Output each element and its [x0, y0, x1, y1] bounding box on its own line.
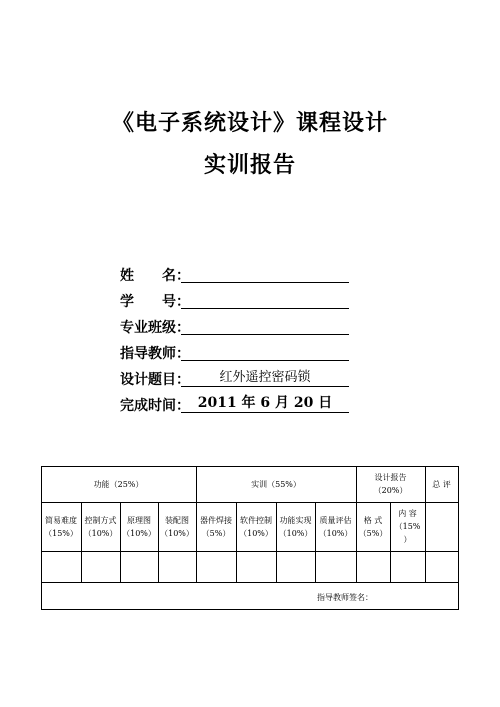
item-weight: （10%） — [318, 528, 353, 538]
item-weight-tail: ） — [403, 535, 412, 544]
item-name: 功能实现 — [279, 515, 312, 525]
function-group-header: 功能（25%） — [93, 479, 144, 489]
item-header — [276, 502, 315, 551]
item-header — [120, 502, 158, 551]
class-label: 专业班级： — [120, 320, 190, 336]
item-name: 简易难度 — [45, 515, 77, 525]
teacher-field — [181, 343, 349, 361]
item-weight: （10%） — [160, 528, 194, 538]
item-header — [196, 502, 236, 551]
signature-label: 指导教师签名： — [317, 592, 373, 602]
item-header — [81, 502, 120, 551]
name-label: 姓 名： — [120, 268, 190, 284]
report-title: 《电子系统设计》课程设计 — [111, 110, 388, 136]
item-weight: （5%） — [358, 528, 388, 538]
item-weight: （10%） — [122, 528, 156, 538]
item-header — [356, 502, 390, 551]
training-group-header: 实训（55%） — [251, 479, 301, 489]
item-name: 控制方式 — [84, 515, 117, 525]
item-header — [158, 502, 196, 551]
date-field: 2011 年 6 月 20 日 — [181, 395, 349, 413]
student-id-label: 学 号： — [120, 294, 190, 310]
item-header — [236, 502, 276, 551]
item-name: 软件控制 — [240, 515, 272, 525]
item-name: 器件焊接 — [200, 515, 232, 525]
item-weight: （10%） — [83, 528, 118, 538]
item-header — [41, 502, 81, 551]
item-header — [315, 502, 356, 551]
report-subtitle: 实训报告 — [203, 152, 296, 178]
report-group-weight: （20%） — [373, 486, 408, 495]
class-field — [181, 317, 349, 335]
item-header — [390, 502, 425, 551]
item-name: 格 式 — [363, 515, 383, 525]
item-weight: （15% — [394, 522, 421, 531]
item-weight: （10%） — [278, 528, 313, 538]
item-weight: （5%） — [201, 528, 231, 538]
name-field — [181, 265, 349, 283]
item-weight: （15%） — [44, 528, 78, 538]
item-name: 原理图 — [127, 515, 151, 525]
report-group-label: 设计报告 — [374, 473, 407, 482]
student-id-field — [181, 291, 349, 309]
date-label: 完成时间： — [120, 398, 190, 414]
report-group-header — [356, 466, 425, 502]
item-name: 内 容 — [398, 509, 417, 518]
item-name: 质量评估 — [319, 515, 352, 525]
total-header: 总 评 — [432, 479, 451, 489]
item-name: 装配图 — [165, 515, 189, 525]
teacher-label: 指导教师： — [120, 346, 190, 362]
topic-label: 设计题目： — [120, 372, 190, 388]
topic-field: 红外遥控密码锁 — [181, 369, 349, 387]
item-weight: （10%） — [239, 528, 273, 538]
